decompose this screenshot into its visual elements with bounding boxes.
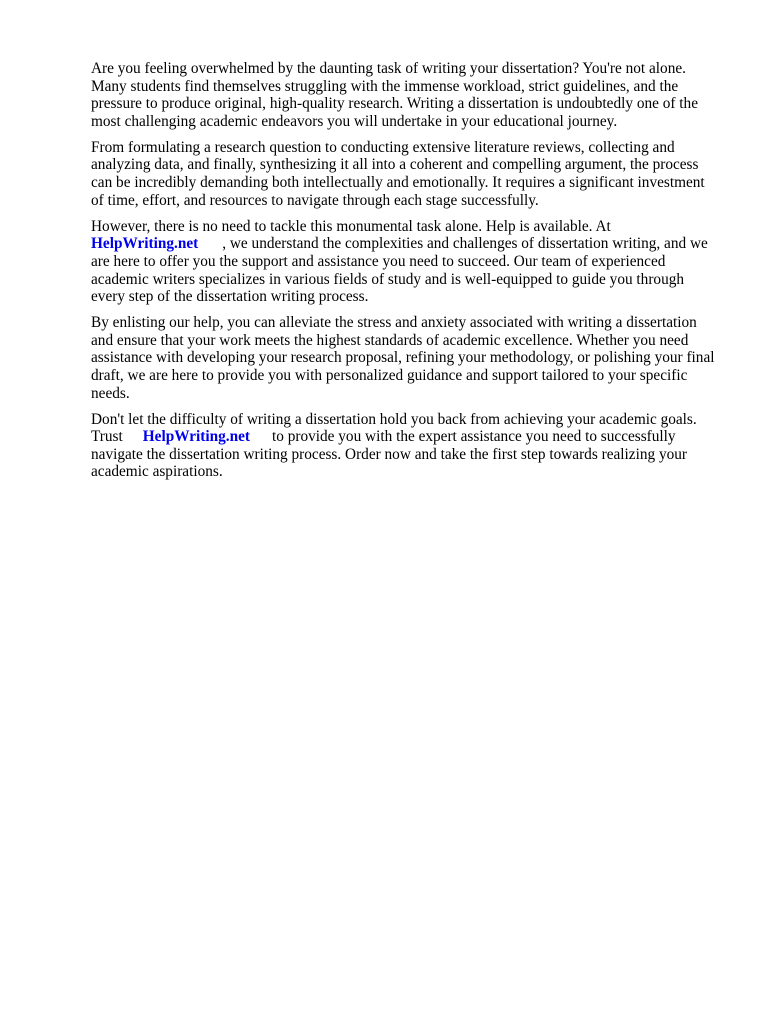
paragraph-benefits: [91, 314, 731, 402]
paragraph-intro: [91, 60, 731, 130]
text-line: analyzing data, and finally, synthesizing it all into a coherent and compelling argument, the process: [91, 156, 699, 174]
text-line: needs.: [91, 384, 130, 402]
helpwriting-link[interactable]: HelpWriting.net: [91, 235, 199, 253]
text-line: of time, effort, and resources to navigate through each stage successfully.: [91, 191, 539, 209]
text-line: Don't let the difficulty of writing a dissertation hold you back from achieving your academic goals.: [91, 410, 697, 428]
text-fragment: Trust: [91, 428, 123, 446]
paragraph-process: [91, 139, 731, 209]
text-line: navigate the dissertation writing process. Order now and take the first step towards realizing your: [91, 445, 687, 463]
text-line: every step of the dissertation writing process.: [91, 288, 369, 306]
text-line-with-link: [91, 428, 731, 446]
text-line: Are you feeling overwhelmed by the daunting task of writing your dissertation? You're not alone.: [91, 60, 686, 77]
helpwriting-link[interactable]: HelpWriting.net: [142, 428, 250, 446]
text-line: academic writers specializes in various fields of study and is well-equipped to guide you through: [91, 270, 685, 288]
text-line-with-link: [91, 235, 731, 253]
text-line: are here to offer you the support and assistance you need to succeed. Our team of experienced: [91, 252, 666, 270]
text-line: pressure to produce original, high-quality research. Writing a dissertation is undoubtedly one of the: [91, 95, 698, 113]
paragraph-help: [91, 218, 731, 306]
paragraph-call-to-action: [91, 411, 731, 481]
text-fragment: , we understand the complexities and challenges of dissertation writing, and we: [222, 235, 708, 253]
text-line: and ensure that your work meets the highest standards of academic excellence. Whether you need: [91, 331, 689, 349]
text-line: By enlisting our help, you can alleviate the stress and anxiety associated with writing a dissertation: [91, 314, 697, 332]
text-line: most challenging academic endeavors you will undertake in your educational journey.: [91, 112, 618, 130]
text-line: From formulating a research question to conducting extensive literature reviews, collecting and: [91, 138, 675, 156]
text-fragment: to provide you with the expert assistance you need to successfully: [272, 428, 676, 446]
text-line: However, there is no need to tackle this monumental task alone. Help is available. At: [91, 217, 611, 235]
document-body: [91, 60, 731, 490]
text-line: academic aspirations.: [91, 463, 223, 481]
text-line: Many students find themselves struggling with the immense workload, strict guidelines, and the: [91, 77, 679, 95]
text-line: can be incredibly demanding both intellectually and emotionally. It requires a significant investment: [91, 174, 705, 192]
text-line: assistance with developing your research proposal, refining your methodology, or polishing your final: [91, 349, 715, 367]
text-line: draft, we are here to provide you with personalized guidance and support tailored to your specific: [91, 367, 688, 384]
